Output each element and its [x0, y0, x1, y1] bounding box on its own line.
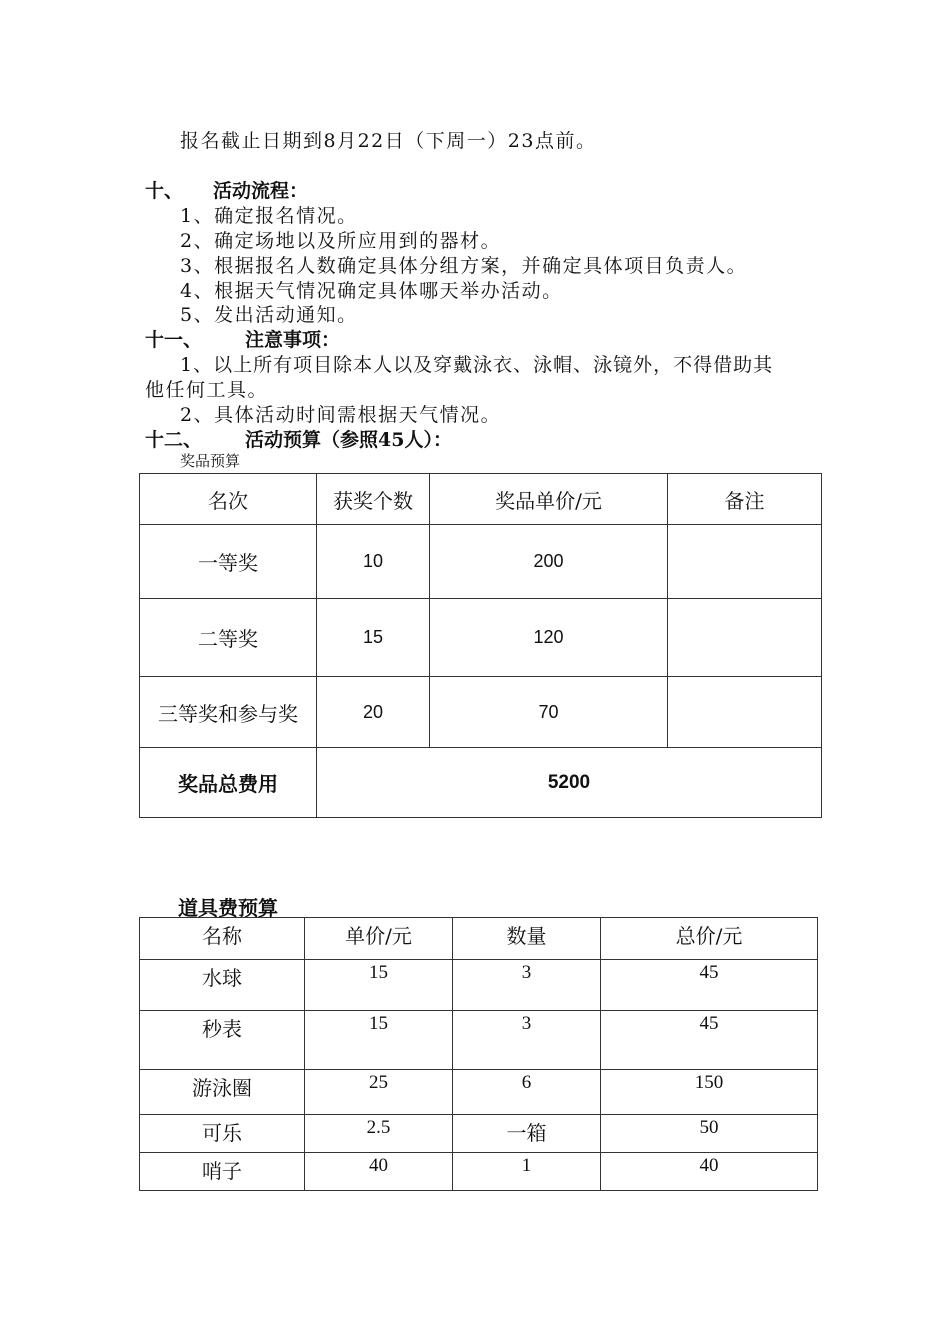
item-name-cell: 水球	[140, 960, 305, 1011]
total-price-cell: 50	[601, 1115, 818, 1153]
process-item-2: 2、确定场地以及所应用到的器材。	[180, 230, 502, 252]
remark-cell	[668, 599, 822, 677]
unit-price-cell: 70	[430, 677, 668, 748]
quantity-cell: 1	[453, 1153, 601, 1191]
notice-item-1-continued: 他任何工具。	[145, 379, 269, 401]
prize-budget-table	[139, 473, 822, 818]
section-10-title: 活动流程：	[213, 180, 309, 202]
props-budget-caption: 道具费预算	[178, 896, 278, 920]
header-cell: 总价/元	[601, 918, 818, 960]
total-value-cell: 5200	[317, 748, 822, 818]
count-cell: 15	[317, 599, 430, 677]
process-item-3: 3、根据报名人数确定具体分组方案，并确定具体项目负责人。	[180, 255, 748, 277]
item-name-cell: 秒表	[140, 1011, 305, 1070]
remark-cell	[668, 525, 822, 599]
unit-price-cell: 200	[430, 525, 668, 599]
table-row	[140, 1070, 818, 1115]
total-price-cell: 45	[601, 960, 818, 1011]
quantity-cell: 3	[453, 960, 601, 1011]
process-item-4: 4、根据天气情况确定具体哪天举办活动。	[180, 280, 563, 302]
table-header-row	[140, 918, 818, 960]
unit-price-cell: 15	[305, 1011, 453, 1070]
section-11-number: 十一、	[145, 329, 203, 351]
process-item-5: 5、发出活动通知。	[180, 304, 358, 326]
section-11-title: 注意事项：	[245, 329, 341, 351]
total-price-cell: 40	[601, 1153, 818, 1191]
item-name-cell: 哨子	[140, 1153, 305, 1191]
rank-cell: 三等奖和参与奖	[140, 677, 317, 748]
section-12-number: 十二、	[145, 429, 203, 451]
deadline-text: 报名截止日期到8月22日（下周一）23点前。	[180, 130, 597, 152]
unit-price-cell: 15	[305, 960, 453, 1011]
header-cell: 名次	[140, 474, 317, 525]
header-cell: 名称	[140, 918, 305, 960]
quantity-cell: 6	[453, 1070, 601, 1115]
unit-price-cell: 120	[430, 599, 668, 677]
props-budget-table	[139, 917, 818, 1191]
item-name-cell: 游泳圈	[140, 1070, 305, 1115]
unit-price-cell: 40	[305, 1153, 453, 1191]
total-price-cell: 150	[601, 1070, 818, 1115]
table-row	[140, 1153, 818, 1191]
item-name-cell: 可乐	[140, 1115, 305, 1153]
rank-cell: 二等奖	[140, 599, 317, 677]
table-row	[140, 1115, 818, 1153]
unit-price-cell: 25	[305, 1070, 453, 1115]
prize-budget-caption: 奖品预算	[180, 452, 241, 470]
total-row	[140, 748, 822, 818]
quantity-cell: 一箱	[453, 1115, 601, 1153]
notice-item-2: 2、具体活动时间需根据天气情况。	[180, 404, 502, 426]
table-row	[140, 599, 822, 677]
unit-price-cell: 2.5	[305, 1115, 453, 1153]
remark-cell	[668, 677, 822, 748]
section-10-number: 十、	[145, 180, 184, 202]
rank-cell: 一等奖	[140, 525, 317, 599]
header-cell: 单价/元	[305, 918, 453, 960]
total-label-cell: 奖品总费用	[140, 748, 317, 818]
count-cell: 20	[317, 677, 430, 748]
header-cell: 备注	[668, 474, 822, 525]
section-12-title: 活动预算（参照45人）：	[245, 429, 452, 451]
table-row	[140, 525, 822, 599]
notice-item-1: 1、以上所有项目除本人以及穿戴泳衣、泳帽、泳镜外，不得借助其	[180, 354, 774, 376]
total-price-cell: 45	[601, 1011, 818, 1070]
process-item-1: 1、确定报名情况。	[180, 205, 358, 227]
table-row	[140, 677, 822, 748]
table-row	[140, 1011, 818, 1070]
header-cell: 奖品单价/元	[430, 474, 668, 525]
table-row	[140, 960, 818, 1011]
count-cell: 10	[317, 525, 430, 599]
header-cell: 获奖个数	[317, 474, 430, 525]
table-header-row	[140, 474, 822, 525]
header-cell: 数量	[453, 918, 601, 960]
quantity-cell: 3	[453, 1011, 601, 1070]
